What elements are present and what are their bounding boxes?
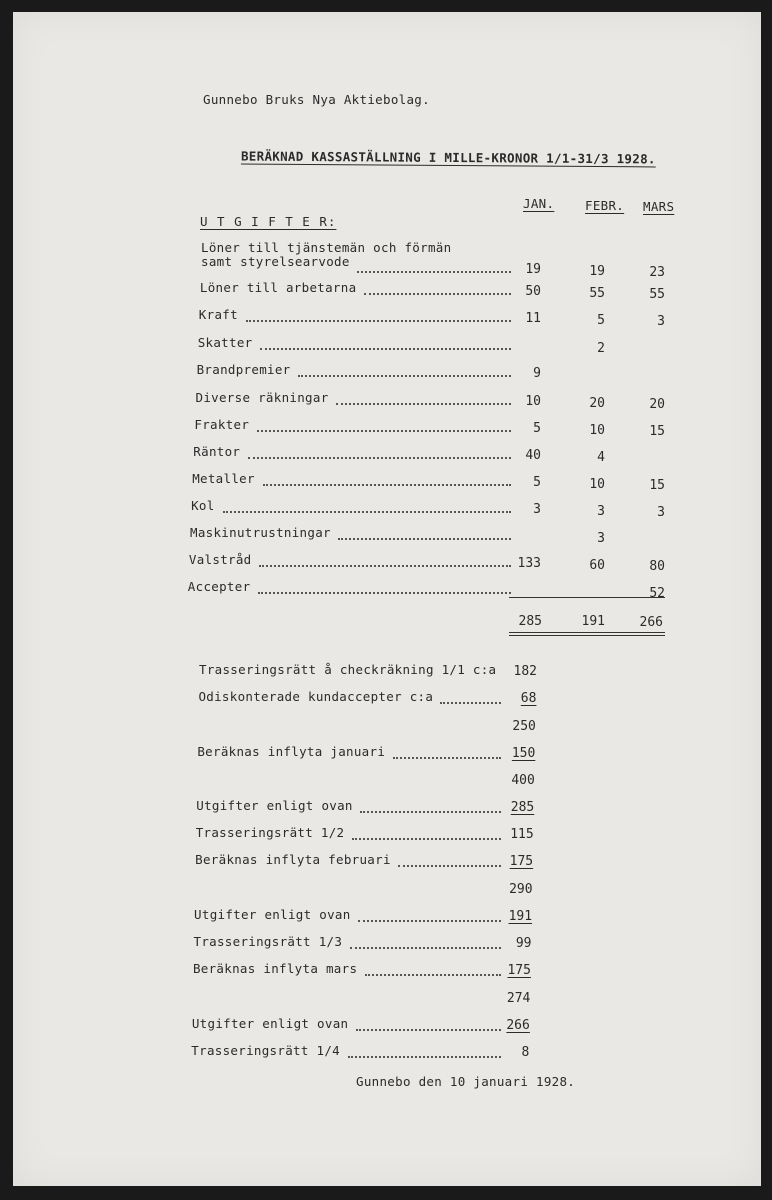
expense-label: Valstråd [188,552,252,567]
calc-value: 285 [510,800,535,815]
company-name: Gunnebo Bruks Nya Aktiebolag. [203,92,430,107]
expense-label: Diverse räkningar [195,390,329,405]
document-heading: BERÄKNAD KASSASTÄLLNING I MILLE-KRONOR 1/1-31/3 1928. [240,148,656,167]
expense-value-feb: 20 [589,395,605,411]
calc-label: Trasseringsrätt å checkräkning 1/1 c:a [199,662,497,677]
expense-value-feb: 4 [597,449,605,465]
expense-label: Kraft [198,307,238,322]
expense-label: Maskinutrustningar [190,525,331,540]
calc-label: Utgifter enligt ovan [196,798,353,813]
calc-value: 191 [508,909,533,924]
dot-leader [258,592,511,594]
calc-value: 182 [513,664,537,679]
total-feb: 191 [581,614,605,629]
calc-value: 8 [521,1045,530,1060]
expense-value-mar: 3 [657,314,665,329]
expense-value-jan: 5 [533,421,541,436]
expense-label: Skatter [197,335,253,350]
calc-label: Beräknas inflyta mars [192,961,358,976]
dot-leader [248,457,511,459]
expense-value-mar: 80 [649,559,665,574]
dot-leader [398,865,501,867]
expense-label: Kol [191,498,215,513]
dot-leader [440,702,501,704]
calc-value: 150 [511,746,536,761]
calc-value: 99 [515,936,532,951]
expense-value-jan: 5 [533,475,541,490]
calc-label: Trasseringsrätt 1/4 [191,1043,340,1058]
dot-leader [263,484,511,486]
expense-value-feb: 10 [589,476,605,492]
expense-value-feb: 19 [589,263,605,279]
expense-label: Brandpremier [196,362,291,377]
expense-value-jan: 19 [525,262,541,277]
footer-date: Gunnebo den 10 januari 1928. [356,1074,576,1089]
section-heading: U T G I F T E R: [200,214,337,229]
expense-label: Löner till arbetarna [199,280,357,295]
total-rule [509,597,665,598]
expense-value-mar: 55 [649,287,665,302]
total-jan: 285 [518,614,542,629]
total-double-rule-1 [509,632,665,633]
dot-leader [365,974,501,976]
dot-leader [246,320,511,322]
dot-leader [358,920,501,922]
document-page [13,12,761,1186]
expense-value-feb: 60 [589,557,605,573]
column-header-feb: FEBR. [585,198,625,213]
calc-label: Trasseringsrätt 1/3 [193,934,343,949]
expense-value-mar: 15 [649,478,665,493]
expense-label: Frakter [194,417,250,432]
expense-value-feb: 5 [597,312,605,328]
expense-value-feb: 3 [597,503,605,519]
calc-label: Odiskonterade kundaccepter c:a [198,689,434,704]
calc-value: 115 [510,827,534,842]
expense-value-jan: 3 [533,502,541,517]
calc-label: Trasseringsrätt 1/2 [195,825,345,840]
dot-leader [357,271,511,273]
calc-value: 290 [509,882,533,897]
total-double-rule-2 [509,635,665,636]
expense-value-jan: 11 [525,311,541,326]
calc-value: 175 [509,854,534,869]
dot-leader [336,403,511,405]
expense-label: Löner till tjänstemän och förmän [201,240,452,255]
column-header-mar: MARS [643,199,675,214]
expense-value-mar: 20 [649,397,665,412]
calc-label: Utgifter enligt ovan [194,907,351,922]
calc-value: 175 [507,963,531,978]
dot-leader [350,947,501,949]
total-mar: 266 [639,615,663,630]
expense-label: Accepter [187,579,251,594]
dot-leader [364,293,511,295]
expense-value-feb: 10 [589,422,605,438]
calc-value: 400 [511,773,535,788]
expense-value-mar: 52 [649,586,665,601]
expense-value-mar: 23 [649,265,665,280]
calc-value: 266 [506,1018,530,1033]
expense-value-jan: 9 [533,366,541,381]
dot-leader [338,538,511,540]
expense-value-mar: 15 [649,424,665,439]
expense-label: Metaller [192,471,255,486]
calc-value: 274 [506,991,531,1006]
dot-leader [356,1029,501,1031]
calc-label: Beräknas inflyta januari [197,744,386,759]
column-header-jan: JAN. [523,196,555,211]
expense-value-feb: 2 [597,340,605,356]
dot-leader [298,375,511,377]
expense-label-line2: samt styrelsearvode [201,254,350,269]
expense-label: Räntor [193,444,241,459]
expense-value-jan: 10 [525,394,541,409]
dot-leader [260,348,511,350]
expense-value-jan: 133 [517,556,541,571]
calc-label: Utgifter enligt ovan [191,1016,349,1031]
expense-value-jan: 50 [525,284,541,299]
dot-leader [348,1056,502,1058]
dot-leader [257,430,511,432]
expense-value-jan: 40 [525,448,541,463]
calc-value: 250 [512,719,536,734]
dot-leader [360,811,501,813]
dot-leader [259,565,511,567]
expense-value-mar: 3 [657,505,665,520]
dot-leader [352,838,501,840]
calc-label: Beräknas inflyta februari [195,852,391,867]
expense-value-feb: 55 [589,285,605,301]
calc-value: 68 [520,691,537,706]
expense-value-feb: 3 [597,530,605,546]
dot-leader [393,757,501,759]
dot-leader [223,511,512,513]
